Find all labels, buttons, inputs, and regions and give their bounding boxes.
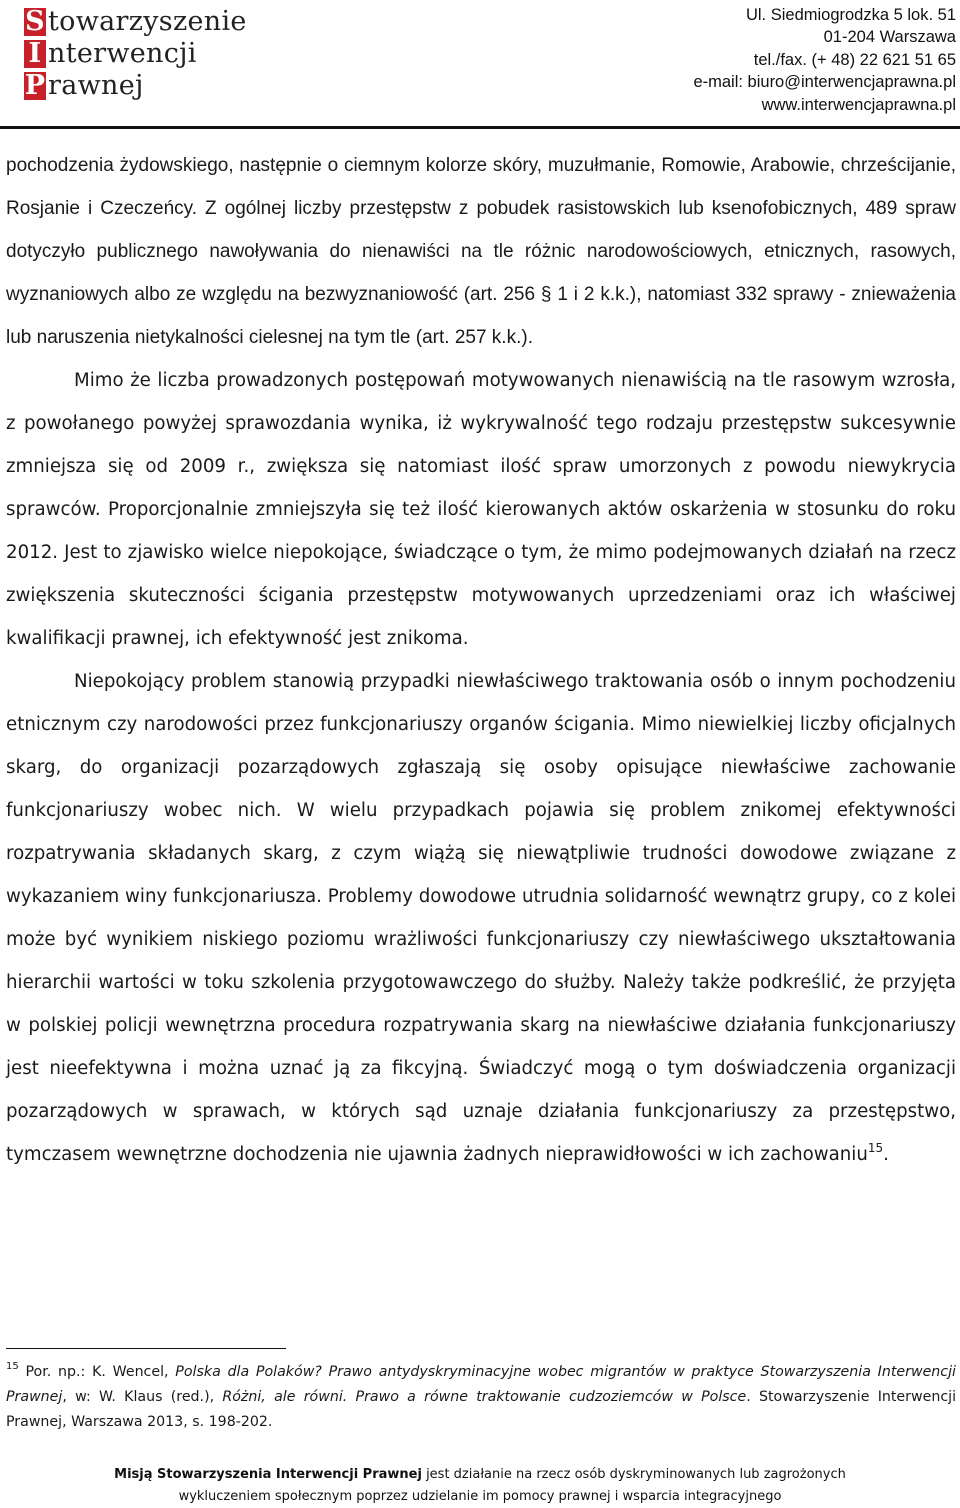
contact-address: Ul. Siedmiogrodzka 5 lok. 51 (745, 6, 956, 24)
contact-city: 01-204 Warszawa (823, 28, 956, 47)
paragraph-3-text: Niepokojący problem stanowią przypadki niewłaściwego traktowania osób o innym pochodzeniu etnicznym czy narodowości przez funkcjonariuszy organów ścigania. Mimo niewielkiej liczby oficjalnych skarg, do organizacji pozarządowych zgłaszają się osoby opisujące niewłaściwe zachowanie funkcjonariuszy wobec nich. W wielu przypadkach pojawia się problem znikomej efektywności rozpatrywania składanych skarg, z czym wiążą się niewątpliwie trudności dowodowe związane z wykazaniem winy funkcjonariusza. Problemy dowodowe utrudnia solidarność wewnątrz grupy, co z kolei może być wynikiem niskiego poziomu wrażliwości funkcjonariuszy czy niewłaściwego ukształtowania hierarchii wartości w toku szkolenia przygotowawczego do służby. Należy także podkreślić, że przyjęta w polskiej policji wewnętrzna procedura rozpatrywania skarg na niewłaściwe działania funkcjonariuszy jest nieefektywna i można uznać ją za fikcyjną. Świadczyć mogą o tym doświadczenia organizacji pozarządowych w sprawach, w których sąd uznaje działania funkcjonariuszy za przestępstwo, tymczasem wewnętrzne dochodzenia nie ujawnia żadnych nieprawidłowości w ich zachowaniu (6, 671, 956, 1165)
footer-line-2: wykluczeniem społecznym poprzez udzielanie im pomocy prawnej i wsparcia integracyjnego (178, 1489, 782, 1504)
document-body (6, 144, 956, 1176)
logo-word-3: rawnej (48, 70, 144, 101)
organization-logo (24, 6, 284, 102)
contact-block (693, 4, 956, 116)
footer-mission-bold: Misją Stowarzyszenia Interwencji Prawnej (114, 1467, 422, 1482)
contact-phone: tel./fax. (+ 48) 22 621 51 65 (753, 50, 956, 69)
paragraph-2: Mimo że liczba prowadzonych postępowań motywowanych nienawiścią na tle rasowym wzrosła, z powołanego powyżej sprawozdania wynika, iż wykrywalność tego rodzaju przestępstw sukcesywnie zmniejsza się od 2009 r., zwiększa się natomiast ilość spraw umorzonych z powodu niewykrycia sprawców. Proporcjonalnie zmniejszyła się też ilość kierowanych aktów oskarżenia w stosunku do roku 2012. Jest to zjawisko wielce niepokojące, świadczące o tym, że mimo podejmowanych działań na rzecz zwiększenia skuteczności ścigania przestępstw motywowanych uprzedzeniami oraz ich właściwej kwalifikacji prawnej, ich efektywność jest znikoma. (6, 370, 956, 649)
paragraph-1: pochodzenia żydowskiego, następnie o ciemnym kolorze skóry, muzułmanie, Romowie, Arabowie, chrześcijanie, Rosjanie i Czeczeńcy. Z ogólnej liczby przestępstw z pobudek rasistowskich lub ksenofobicznych, 489 spraw dotyczyło publicznego nawoływania do nienawiści na tle różnic narodowościowych, etnicznych, rasowych, wyznaniowych albo ze względu na bezwyznaniowość (art. 256 § 1 i 2 k.k.), natomiast 332 sprawy - znieważenia lub naruszenia nietykalności cielesnej na tym tle (art. 257 k.k.). (6, 155, 956, 348)
logo-initial-i: I (24, 40, 46, 68)
contact-website[interactable]: www.interwencjaprawna.pl (761, 95, 956, 114)
footnote-divider (6, 1348, 286, 1349)
footnote-text-1: Por. np.: K. Wencel, (18, 1364, 176, 1380)
footnote-title-1: Polska dla Polaków? Prawo antydyskryminacyjne wobec migrantów w praktyce Stowarzyszenia Interwencji Prawnej (6, 1364, 956, 1405)
logo-word-1: towarzyszenie (48, 6, 247, 37)
header-divider (0, 126, 960, 129)
logo-initial-p: P (24, 70, 46, 101)
page-footer (0, 1464, 960, 1508)
footnote-title-2: Różni, ale równi. Prawo a równe traktowanie cudzoziemców w Polsce (222, 1389, 747, 1405)
footnote-reference[interactable]: 15 (867, 1141, 884, 1155)
contact-email[interactable]: e-mail: biuro@interwencjaprawna.pl (693, 73, 956, 92)
footnote-number: 15 (6, 1361, 19, 1372)
footer-line-1 (0, 1464, 960, 1486)
logo-word-2: nterwencji (48, 38, 197, 69)
footnote-text-2: , w: W. Klaus (red.), (62, 1389, 223, 1405)
footer-mission-rest: jest działanie na rzecz osób dyskryminowanych lub zagrożonych (421, 1467, 846, 1482)
logo-line-2 (24, 38, 284, 70)
logo-line-3 (24, 70, 284, 102)
paragraph-3-end: . (883, 1144, 889, 1165)
logo-line-1 (24, 6, 284, 38)
footnote-text-3: . Stowarzyszenie Interwencji Prawnej, Warszawa 2013, s. 198-202. (6, 1389, 957, 1430)
footnote (6, 1360, 956, 1435)
logo-initial-s: S (25, 6, 45, 37)
paragraph-3 (6, 660, 956, 1176)
